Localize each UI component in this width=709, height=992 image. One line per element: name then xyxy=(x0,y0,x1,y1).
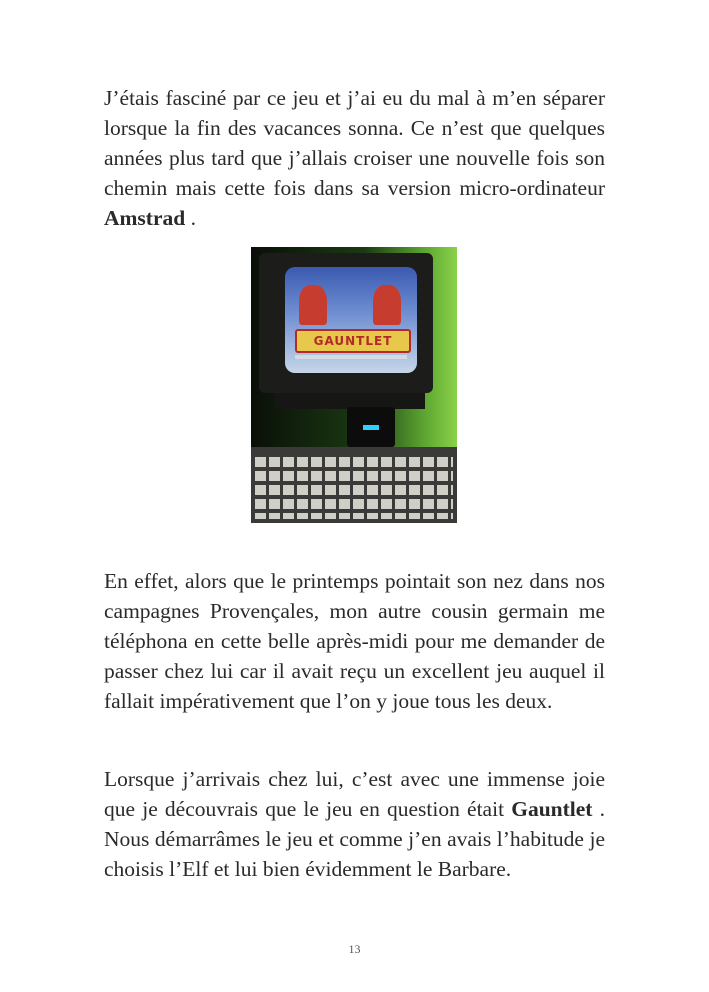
photo-amstrad-gauntlet xyxy=(251,247,457,523)
paragraph-text: J’étais fasciné par ce jeu et j’ai eu du mal à m’en séparer lorsque la fin des vacances sonna. Ce n’est que quelques années plus tard que j’allais croiser une nouvelle fois son chemin mais cette fois dans sa version micro-ordinateur xyxy=(104,86,605,200)
bold-term-gauntlet: Gauntlet xyxy=(511,797,593,821)
gauntlet-logo: GAUNTLET xyxy=(295,329,411,353)
paragraph-text: Lorsque j’arrivais chez lui, c’est avec une immense joie que je découvrais que le jeu en question était xyxy=(104,767,605,821)
warrior-figure xyxy=(299,285,327,325)
keyboard-keys xyxy=(255,457,453,519)
monitor-screen xyxy=(285,267,417,373)
paragraph-text: . xyxy=(185,206,196,230)
paragraph-text: . Nous démarrâmes le jeu et comme j’en avais l’habitude je choisis l’Elf et lui bien évidemment le Barbare. xyxy=(104,797,605,881)
crt-monitor xyxy=(259,253,433,393)
page-number: 13 xyxy=(348,942,361,956)
screen-credits-line xyxy=(295,355,407,359)
device-led xyxy=(363,425,379,430)
bold-term-amstrad: Amstrad xyxy=(104,206,186,230)
paragraph-gauntlet xyxy=(104,764,605,884)
paragraph-amstrad xyxy=(104,83,605,233)
paragraph-cousin-call: En effet, alors que le printemps pointait son nez dans nos campagnes Provençales, mon autre cousin germain me téléphona en cette belle après-midi pour me demander de passer chez lui car il avait reçu un excellent jeu auquel il fallait impérativement que l’on y joue tous les deux. xyxy=(104,569,605,713)
warrior-figure xyxy=(373,285,401,325)
